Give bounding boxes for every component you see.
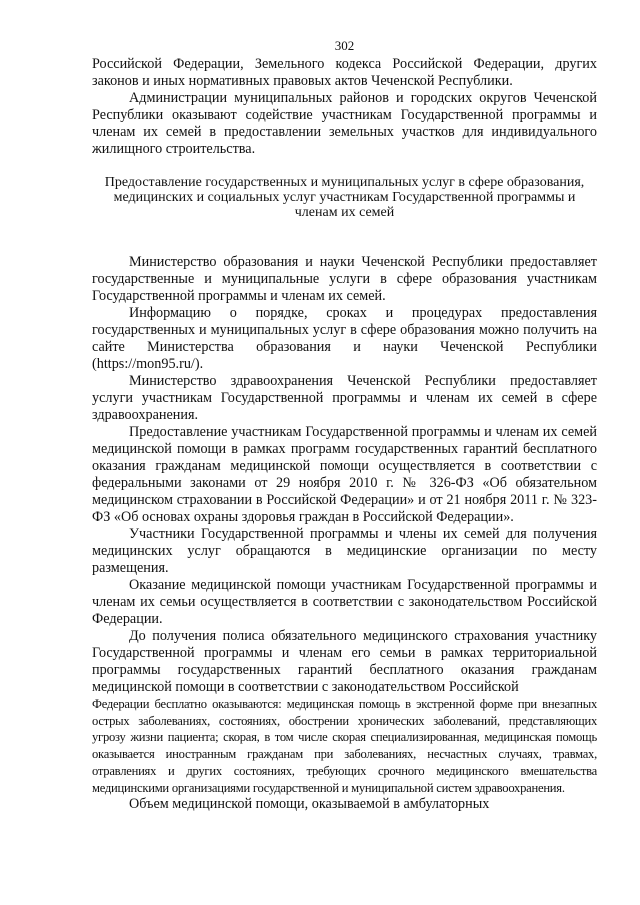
paragraph-emergency-care: Федерации бесплатно оказываются: медицинская помощь в экстренной форме при внезапных острых заболеваниях, состояниях, обострении хронических заболеваний, представляющих угрозу жизни пациента; скорая, в том числе скорая специализированная, медицинская помощь оказывается иностранным гражданам при заболеваниях, несчастных случаях, травмах, отравлениях и других состояниях, требующих срочного медицинского вмешательства медицинскими организациями государственной и муниципальной систем здравоохранения. <box>92 697 597 795</box>
paragraph-municipal-assistance: Администрации муниципальных районов и городских округов Чеченской Республики оказывают содействие участникам Государственной программы и членам их семей в предоставлении земельных участков для индивидуального жилищного строительства. <box>92 90 597 157</box>
section-title: Предоставление государственных и муниципальных услуг в сфере образования, медицинских и социальных услуг участникам Государственной программы и членам их семей <box>104 175 585 220</box>
page-number: 302 <box>334 38 355 53</box>
paragraph-outpatient-volume: Объем медицинской помощи, оказываемой в амбулаторных <box>129 796 490 813</box>
paragraph-continuation: Российской Федерации, Земельного кодекса Российской Федерации, других законов и иных нормативных правовых актов Чеченской Республики. <box>92 56 597 89</box>
paragraph-education-info: Информацию о порядке, сроках и процедурах предоставления государственных и муниципальных услуг в сфере образования можно получить на сайте Министерства образования и науки Чеченской Республики (https://mon95.ru/). <box>92 305 597 372</box>
paragraph-insurance-policy: До получения полиса обязательного медицинского страхования участнику Государственной программы и членам его семьи в рамках территориальной программы государственных гарантий бесплатного оказания гражданам медицинской помощи в соответствии с законодательством Российской <box>92 628 597 695</box>
paragraph-medical-organizations: Участники Государственной программы и члены их семей для получения медицинских услуг обращаются в медицинские организации по месту размещения. <box>92 526 597 576</box>
paragraph-medical-care-laws: Предоставление участникам Государственной программы и членам их семей медицинской помощи в рамках программ государственных гарантий бесплатного оказания гражданам медицинской помощи осуществляется в соответствии с федеральными законами от 29 ноября 2010 г. № 326-ФЗ «Об обязательном медицинском страховании в Российской Федерации» и от 21 ноября 2011 г. № 323-ФЗ «Об основах охраны здоровья граждан в Российской Федерации». <box>92 424 597 525</box>
paragraph-education-ministry: Министерство образования и науки Чеченской Республики предоставляет государственные и муниципальные услуги в сфере образования участникам Государственной программы и членам их семей. <box>92 254 597 304</box>
paragraph-medical-care-provision: Оказание медицинской помощи участникам Государственной программы и членам их семьи осуществляется в соответствии с законодательством Российской Федерации. <box>92 577 597 627</box>
document-page <box>92 38 597 813</box>
paragraph-health-ministry: Министерство здравоохранения Чеченской Республики предоставляет услуги участникам Государственной программы и членам их семей в сфере здравоохранения. <box>92 373 597 423</box>
